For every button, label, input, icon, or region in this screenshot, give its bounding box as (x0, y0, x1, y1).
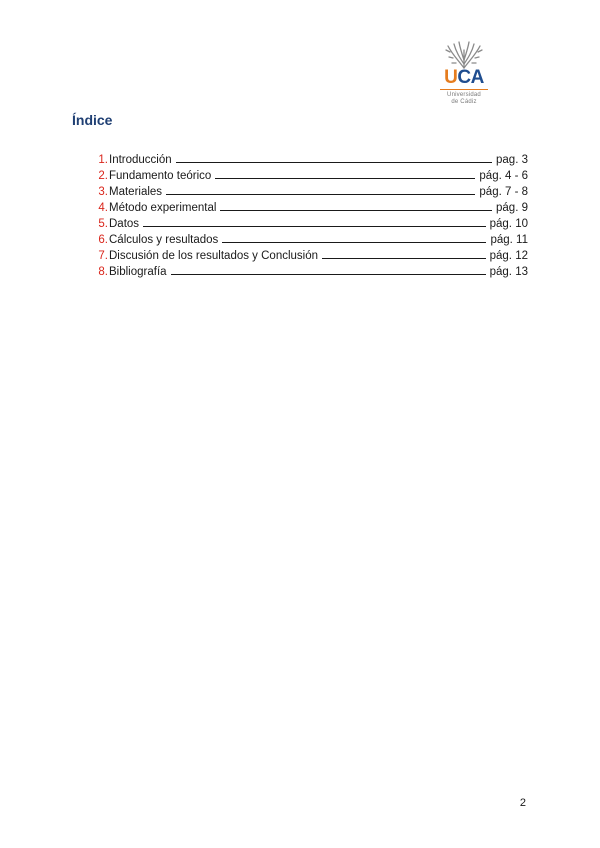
table-of-contents (88, 152, 528, 280)
toc-leader-line (222, 232, 486, 243)
university-logo (436, 38, 492, 112)
toc-entry-number: 7. (98, 250, 108, 262)
toc-entry-number: 8. (98, 266, 108, 278)
toc-entry-number: 5. (98, 218, 108, 230)
toc-entry-page: pág. 4 - 6 (479, 170, 528, 182)
uca-crest-icon (436, 38, 492, 70)
toc-entry-number: 6. (98, 234, 108, 246)
toc-entry-title: Discusión de los resultados y Conclusión (109, 250, 319, 262)
toc-entry-title: Fundamento teórico (109, 170, 212, 182)
toc-entry-page: pág. 10 (489, 218, 528, 230)
toc-entry[interactable] (88, 264, 528, 280)
logo-divider (440, 89, 488, 90)
toc-entry-title: Materiales (109, 186, 163, 198)
toc-leader-line (166, 184, 475, 195)
page-title: Índice (72, 112, 113, 128)
toc-entry[interactable] (88, 248, 528, 264)
toc-entry-title: Bibliografía (109, 266, 167, 278)
toc-entry-page: pag. 3 (496, 154, 528, 166)
toc-leader-line (176, 152, 492, 163)
toc-entry-title: Cálculos y resultados (109, 234, 219, 246)
toc-entry-page: pág. 12 (489, 250, 528, 262)
toc-entry-number: 2. (98, 170, 108, 182)
logo-city-line: de Cádiz (451, 99, 477, 105)
toc-entry-number: 3. (98, 186, 108, 198)
page-number: 2 (519, 797, 526, 809)
logo-wordmark: UCA (444, 67, 484, 88)
toc-entry-page: pág. 7 - 8 (479, 186, 528, 198)
toc-entry[interactable] (88, 216, 528, 232)
toc-entry[interactable] (88, 200, 528, 216)
toc-leader-line (322, 248, 486, 259)
toc-entry[interactable] (88, 184, 528, 200)
toc-entry-title: Introducción (109, 154, 172, 166)
toc-leader-line (171, 264, 486, 275)
toc-entry[interactable] (88, 152, 528, 168)
toc-leader-line (143, 216, 486, 227)
toc-leader-line (220, 200, 492, 211)
toc-leader-line (215, 168, 475, 179)
logo-university-line: Universidad (447, 92, 481, 98)
toc-entry-number: 4. (98, 202, 108, 214)
toc-entry-page: pág. 13 (489, 266, 528, 278)
toc-entry-page: pág. 9 (496, 202, 528, 214)
toc-entry[interactable] (88, 168, 528, 184)
toc-entry[interactable] (88, 232, 528, 248)
toc-entry-page: pág. 11 (490, 234, 528, 246)
toc-entry-title: Datos (109, 218, 140, 230)
toc-entry-number: 1. (98, 154, 108, 166)
toc-entry-title: Método experimental (109, 202, 217, 214)
